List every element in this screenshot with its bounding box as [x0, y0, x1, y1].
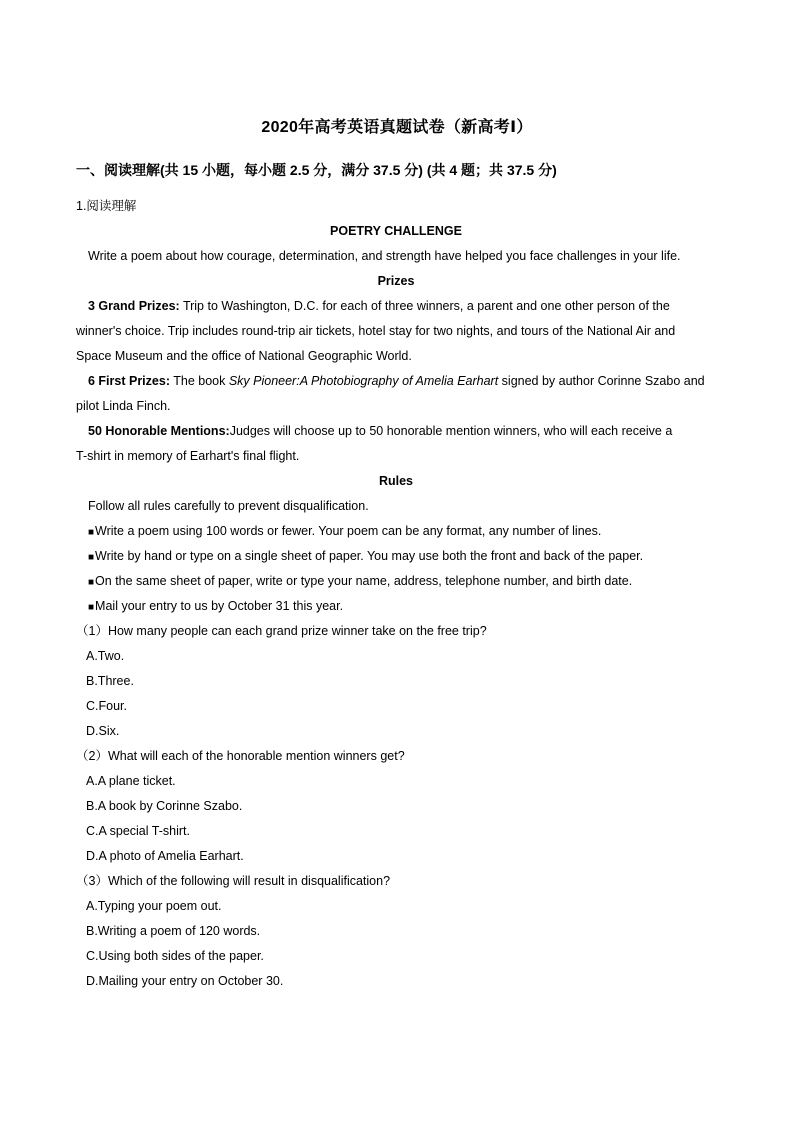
question-stem: （2）What will each of the honorable mention winners get?: [76, 749, 405, 763]
rules-intro: Follow all rules carefully to prevent disqualification.: [88, 499, 369, 513]
first-prize-pre: The book: [169, 374, 229, 388]
honorable-text: Judges will choose up to 50 honorable mention winners, who will each receive a: [229, 424, 673, 438]
bullet-square-icon: ■: [88, 577, 95, 588]
rules-heading: Rules: [378, 474, 414, 488]
honorable-line-2: T-shirt in memory of Earhart's final flight.: [76, 449, 300, 463]
question-option: D.Six.: [86, 724, 120, 738]
question-option: B.Writing a poem of 120 words.: [86, 924, 261, 938]
bullet-square-icon: ■: [88, 527, 95, 538]
first-prize-label: 6 First Prizes:: [88, 374, 170, 388]
rule-text: On the same sheet of paper, write or type your name, address, telephone number, and birth date.: [95, 574, 633, 588]
grand-prize-line-2: winner's choice. Trip includes round-trip air tickets, hotel stay for two nights, and tours of the National Air and: [76, 324, 676, 338]
passage-intro: Write a poem about how courage, determination, and strength have helped you face challenges in your life.: [88, 249, 681, 263]
honorable-line-1: [76, 419, 716, 444]
question-option: B.A book by Corinne Szabo.: [86, 799, 243, 813]
book-title: Sky Pioneer:A Photobiography of Amelia Earhart: [228, 374, 499, 388]
question-option: A.A plane ticket.: [86, 774, 176, 788]
bullet-square-icon: ■: [88, 602, 95, 613]
question-option: D.Mailing your entry on October 30.: [86, 974, 284, 988]
question-option: C.Using both sides of the paper.: [86, 949, 264, 963]
question-option: C.Four.: [86, 699, 127, 713]
grand-prize-label: 3 Grand Prizes:: [88, 299, 180, 313]
grand-prize-line-3: Space Museum and the office of National Geographic World.: [76, 349, 412, 363]
prizes-heading: Prizes: [377, 274, 415, 288]
rule-text: Write a poem using 100 words or fewer. Your poem can be any format, any number of lines.: [95, 524, 602, 538]
rule-item: [76, 569, 716, 594]
first-prize-post: signed by author Corinne Szabo and: [498, 374, 705, 388]
question-option: D.A photo of Amelia Earhart.: [86, 849, 244, 863]
sub-heading: 1.阅读理解: [76, 199, 137, 213]
first-prize-line-2: pilot Linda Finch.: [76, 399, 171, 413]
question-option: B.Three.: [86, 674, 134, 688]
bullet-square-icon: ■: [88, 552, 95, 563]
grand-prize-text: Trip to Washington, D.C. for each of three winners, a parent and one other person of the: [179, 299, 670, 313]
rule-item: [76, 519, 716, 544]
rule-text: Write by hand or type on a single sheet of paper. You may use both the front and back of the paper.: [95, 549, 644, 563]
rule-item: [76, 594, 716, 619]
honorable-label: 50 Honorable Mentions:: [88, 424, 230, 438]
question-stem: （1）How many people can each grand prize winner take on the free trip?: [76, 624, 487, 638]
question-option: C.A special T-shirt.: [86, 824, 190, 838]
passage-content: [76, 194, 716, 994]
question-option: A.Typing your poem out.: [86, 899, 222, 913]
question-stem: （3）Which of the following will result in disqualification?: [76, 874, 391, 888]
passage-heading: POETRY CHALLENGE: [330, 224, 462, 238]
section-heading: 一、阅读理解(共 15 小题，每小题 2.5 分，满分 37.5 分) (共 4 题；共 37.5 分): [76, 162, 557, 178]
rule-item: [76, 544, 716, 569]
question-option: A.Two.: [86, 649, 125, 663]
rule-text: Mail your entry to us by October 31 this year.: [95, 599, 344, 613]
first-prize-line-1: [76, 369, 716, 394]
page-title: 2020年高考英语真题试卷（新高考Ⅰ）: [261, 119, 533, 136]
grand-prize-line-1: [76, 294, 716, 319]
